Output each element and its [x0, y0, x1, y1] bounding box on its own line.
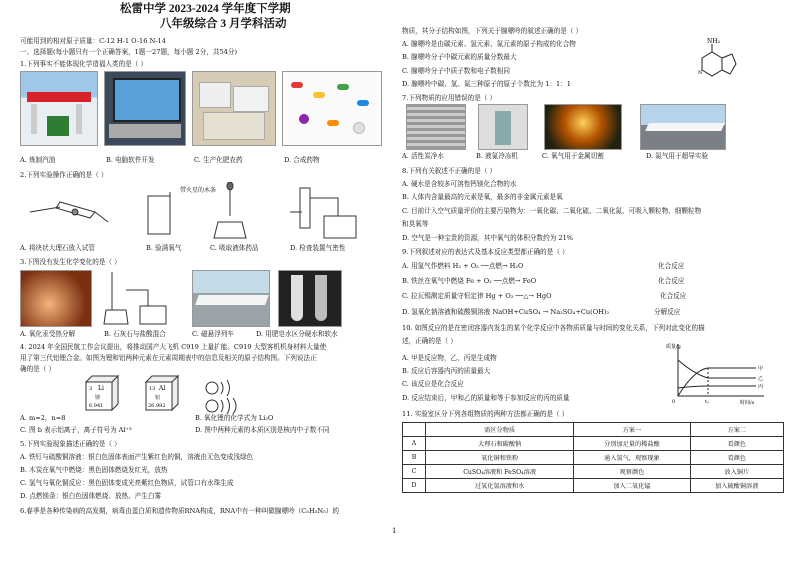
table-header-row	[403, 423, 784, 437]
q4-option-a: A. m=2，n=8	[20, 414, 66, 422]
q9-option-c: C. 拉瓦锡测定质量守恒定律 Hg + O₂ ──△→ HgO	[402, 292, 552, 300]
graph-x-label: 时间/s	[740, 400, 755, 406]
table-cell: B	[403, 451, 426, 465]
li-name: 锂	[95, 395, 101, 401]
medicine-pills-photo	[282, 71, 382, 146]
table-cell: 加入二氧化锰	[574, 479, 690, 493]
atom-structure-diagrams	[206, 380, 236, 414]
q5-option-a: A. 铁钉与硫酸铜溶液：银白色固体表面产生紫红色的铜，溶液由无色变成浅绿色	[20, 453, 254, 461]
atomic-masses: 可能用到的相对原子质量：C-12 H-1 O-16 N-14	[20, 37, 166, 45]
series-bing-label: 丙	[758, 384, 764, 390]
metal-cutting-photo	[544, 104, 622, 150]
q9-option-c-type: 化合反应	[660, 292, 687, 300]
q4-stem-line1: 4. 2024 年全国民航工作会议提出，将推动国产大飞机 C919 上量扩能。C919 大型客机机身材料大量使	[20, 343, 327, 351]
q9-option-b: B. 铁丝在氧气中燃烧 Fe + O₂ ──点燃→ FeO	[402, 277, 537, 285]
mass-time-graph	[664, 340, 774, 406]
q1-option-a: A. 炼制汽油	[20, 156, 56, 164]
q8-option-c: C. 目前计入空气质量评价的主要污染物为：一氧化碳、二氧化硫、二氧化氮、可吸入颗粒物、细颗粒物	[402, 207, 702, 215]
q3-option-a: A. 氧化汞受热分解	[20, 330, 76, 338]
q10-stem-line2: 述，正确的是（ ）	[402, 337, 457, 345]
q11-options-table	[402, 422, 784, 493]
exam-title: 松雷中学 2023-2024 学年度下学期	[120, 3, 291, 15]
computer-photo	[104, 71, 186, 146]
fertilizer-bags-photo	[192, 71, 276, 146]
superconducting-train-photo	[640, 104, 726, 150]
li-mass: 6.941	[89, 403, 104, 409]
q10-option-c: C. 该反应是化合反应	[402, 380, 464, 388]
q3-stem: 3.下图没有发生化学变化的是（ ）	[20, 258, 121, 266]
periodic-table-cells-figure	[84, 374, 274, 414]
header-cell: 方案一	[574, 423, 690, 437]
table-cell: 加入硫酸铜溶液	[690, 479, 783, 493]
gas-bottle-figure	[148, 192, 170, 234]
table-cell: 分别加足量的稀盐酸	[574, 437, 690, 451]
al-number: 13	[149, 386, 156, 392]
q9-option-b-type: 化合反应	[658, 277, 685, 285]
q9-option-d-type: 分解反应	[654, 308, 681, 316]
q2-apparatus-figures	[20, 182, 380, 240]
q7-option-d: D. 氮气用于超导实验	[646, 152, 708, 160]
amine-group-label: NH₂	[707, 38, 720, 45]
tube-with-marble-figure	[30, 202, 108, 222]
q3-option-d: D. 用肥皂水区分硬水和软水	[256, 330, 338, 338]
liquid-nitrogen-freezer-figure	[478, 104, 528, 150]
q6-option-c: C. 腺嘌呤分子中质子数和电子数相同	[402, 67, 510, 75]
q8-option-b: B. 人体内含量最高的元素是氧，最多的非金属元素是氧	[402, 193, 563, 201]
q3-option-b: B. 石灰石与盐酸混合	[104, 330, 166, 338]
q9-stem: 9.下列叙述对应的表达式及基本反应类型都正确的是（ ）	[402, 248, 569, 256]
q7-stem: 7.下列物质的应用错误的是（ ）	[402, 94, 497, 102]
q2-option-a: A. 将块状大理石放入试管	[20, 244, 95, 252]
table-row	[403, 451, 784, 465]
q6-stem: 6.春季是各种传染病的高发期，病毒由蛋白质和遗传物质RNA构成，RNA中有一种叫做腺嘌呤（C₅H₅N₅）的	[20, 507, 339, 515]
q1-option-d: D. 合成药物	[284, 156, 320, 164]
q8-option-a: A. 硬水是含较多可溶性钙镁化合物的水	[402, 180, 517, 188]
gas-station-photo	[20, 71, 98, 146]
table-row	[403, 479, 784, 493]
q9-option-d: D. 氢氧化钠溶液和硫酸铜溶液 NaOH+CuSO₄ → Na₂SO₄+Cu(OH)₂	[402, 308, 610, 316]
q10-option-a: A. 甲是反应物，乙、丙是生成物	[402, 354, 497, 362]
table-cell: C	[403, 465, 426, 479]
series-yi-label: 乙	[758, 376, 764, 382]
table-cell: 氧化铜和铁粉	[426, 451, 574, 465]
q8-option-d: D. 空气是一种宝贵的资源，其中氧气的体积分数约为 21%	[402, 234, 574, 242]
q4-option-b: B. 氧化锂的化学式为 Li₂O	[195, 414, 274, 422]
series-jia-label: 甲	[758, 366, 764, 372]
q6-option-b: B. 腺嘌呤分子中碳元素的质量分数最大	[402, 53, 517, 61]
q2-option-d: D. 检查装置气密性	[290, 244, 346, 252]
table-cell: D	[403, 479, 426, 493]
table-cell: 过氧化氢溶液和水	[426, 479, 574, 493]
q4-stem-line3: 确的是（ ）	[20, 365, 56, 373]
q10-option-b: B. 反应后容器内丙的质量最大	[402, 367, 491, 375]
table-cell: 放入铜片	[690, 465, 783, 479]
q8-option-c-continued: 和臭氧等	[402, 220, 429, 228]
q2-option-b: B. 验满氧气	[146, 244, 182, 252]
al-symbol: Al	[159, 385, 166, 392]
page-number: 1	[392, 527, 397, 535]
table-cell: 观察颜色	[574, 465, 690, 479]
nitrogen-label: N	[698, 70, 703, 76]
maglev-train-photo	[192, 270, 270, 327]
graph-t1-label: t₁	[705, 399, 710, 405]
table-cell: A	[403, 437, 426, 451]
glowing-splint-label: 带火星的木条	[180, 187, 217, 194]
mercury-oxide-heating-photo	[20, 270, 92, 327]
activated-carbon-filter-figure	[406, 104, 466, 150]
q4-option-d: D. 图中两种元素的本质区别是核内中子数不同	[195, 426, 330, 434]
table-cell: 看颜色	[690, 437, 783, 451]
q11-stem: 11. 实验室区分下列各组物质的两种方法都正确的是（ ）	[402, 410, 569, 418]
li-number: 3	[89, 386, 93, 392]
q5-option-d: D. 点燃镁条：银白色固体燃烧、放热、产生白雾	[20, 492, 162, 500]
q1-option-b: B. 电脑软件开发	[106, 156, 155, 164]
aluminium-cell	[146, 376, 178, 410]
q9-option-a: A. 用氢气作燃料 H₂ + O₂ ──点燃→ H₂O	[402, 262, 524, 270]
table-cell: 看颜色	[690, 451, 783, 465]
graph-origin-label: 0	[672, 399, 676, 405]
exam-subtitle: 八年级综合 3 月学科活动	[160, 18, 287, 30]
q7-option-c: C. 氧气用于金属切割	[542, 152, 604, 160]
table-cell: CuSO₄溶液和 FeSO₄溶液	[426, 465, 574, 479]
header-cell	[403, 423, 426, 437]
airtightness-setup-figure	[290, 188, 356, 238]
q7-option-a: A. 活性炭净水	[402, 152, 444, 160]
q6-option-a: A. 腺嘌呤是由碳元素、氢元素、氮元素的原子构成的化合物	[402, 40, 576, 48]
lithium-cell	[86, 376, 118, 410]
q3-option-c: C. 磁悬浮列车	[192, 330, 234, 338]
table-cell: 通入氢气，观察现象	[574, 451, 690, 465]
graph-y-label: 质量/g	[666, 344, 681, 350]
q4-stem-line2: 用了第三代铝锂合金。如图为锂和铝两种元素在元素周期表中的信息及相关的原子结构图。下列说法正	[20, 354, 317, 362]
q2-stem: 2.下列实验操作正确的是（ ）	[20, 171, 108, 179]
section-heading: 一、选择题(每小题只有一个正确答案，1题一27题，每小题 2分，共54分)	[20, 48, 238, 56]
q10-stem-line1: 10. 如图反应的是在密闭容器内发生的某个化学反应中各物质质量与时间的变化关系，下列对此变化的描	[402, 324, 705, 332]
header-cell: 需区分物质	[426, 423, 574, 437]
li-symbol: Li	[98, 385, 104, 392]
soap-water-tubes-photo	[278, 270, 342, 327]
table-cell: 大理石和碳酸钠	[426, 437, 574, 451]
al-mass: 26.982	[148, 403, 166, 409]
q8-stem: 8.下列有关叙述不正确的是（ ）	[402, 167, 497, 175]
q5-option-b: B. 木炭在氧气中燃烧：黑色固体燃烧发红光，放热	[20, 466, 168, 474]
q9-option-a-type: 化合反应	[658, 262, 685, 270]
q10-option-d: D. 反应结束后，甲和乙的质量和等于参加反应的丙的质量	[402, 394, 570, 402]
q5-stem: 5.下列实验现象描述正确的是（ ）	[20, 440, 121, 448]
adenine-structure-figure	[684, 36, 744, 96]
q4-option-c: C. 图 b 表示铝离子，离子符号为 Al⁺³	[20, 426, 132, 434]
q6-stem-continued: 物质，其分子结构如图，下列关于腺嘌呤的叙述正确的是（ ）	[402, 27, 583, 35]
limestone-acid-figure	[102, 270, 182, 326]
table-row	[403, 437, 784, 451]
q1-option-c: C. 生产化肥农药	[194, 156, 243, 164]
q2-option-c: C. 吸取液体药品	[210, 244, 259, 252]
q1-stem: 1.下列事实不能体现化学造福人类的是（ ）	[20, 60, 148, 68]
al-name: 铝	[155, 395, 161, 401]
table-row	[403, 465, 784, 479]
header-cell: 方案二	[690, 423, 783, 437]
q6-option-d: D. 腺嘌呤中碳、氢、氮三种原子的原子个数比为 1：1：1	[402, 80, 571, 88]
q5-option-c: C. 氢气与氧化铜反应：黑色固体变成光亮紫红色物质，试管口有水珠生成	[20, 479, 234, 487]
dropper-bottle-figure	[214, 182, 246, 238]
q7-option-b: B. 液氮冷冻机	[476, 152, 519, 160]
